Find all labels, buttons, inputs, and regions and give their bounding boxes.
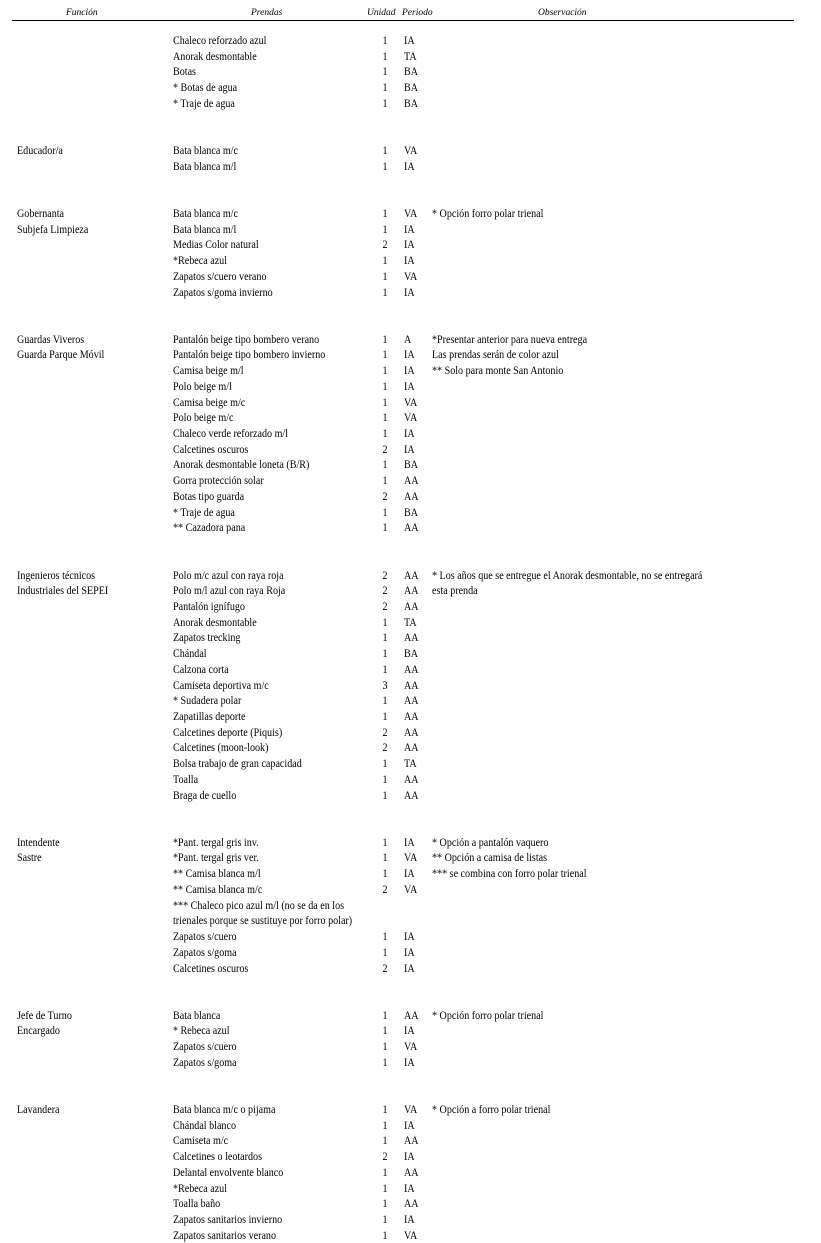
prenda-cell: Chaleco reforzado azul	[173, 33, 267, 47]
funcion-label: Encargado	[17, 1023, 60, 1038]
periodo-cell: IA	[404, 284, 415, 299]
periodo-cell: IA	[404, 347, 415, 362]
periodo-cell: AA	[404, 740, 419, 755]
periodo-cell: AA	[404, 709, 419, 723]
prenda-cell: Bata blanca m/l	[173, 221, 237, 236]
periodo-cell: VA	[404, 205, 418, 220]
unidad-cell: 1	[382, 95, 388, 110]
unidad-cell: 2	[382, 441, 388, 456]
prenda-cell: Camisa beige m/l	[173, 363, 244, 378]
unidad-cell: 1	[382, 929, 388, 943]
observacion-text: * Opción forro polar trienal	[432, 1007, 544, 1022]
periodo-cell: AA	[404, 1133, 419, 1148]
prenda-cell: Camiseta deportiva m/c	[173, 677, 269, 692]
unidad-cell: 1	[382, 1180, 388, 1195]
prenda-cell: Bata blanca	[173, 1007, 221, 1022]
unidad-cell: 1	[382, 1227, 388, 1242]
prenda-cell: Camisa beige m/c	[173, 394, 246, 409]
unidad-cell: 1	[382, 1212, 388, 1226]
periodo-cell: BA	[404, 504, 419, 519]
periodo-cell: AA	[404, 1007, 419, 1022]
prenda-cell: Camiseta m/c	[173, 1133, 229, 1148]
prenda-cell: Zapatos s/cuero verano	[173, 268, 267, 283]
unidad-cell: 1	[382, 158, 388, 173]
unidad-cell: 1	[382, 866, 388, 881]
unidad-cell: 1	[382, 378, 388, 393]
unidad-cell: 1	[382, 1102, 388, 1116]
prenda-cell: * Traje de agua	[173, 95, 235, 110]
unidad-cell: 2	[382, 598, 388, 613]
periodo-cell: IA	[404, 1180, 415, 1195]
prenda-cell: * Rebeca azul	[173, 1023, 230, 1038]
unidad-cell: 1	[382, 520, 388, 535]
periodo-cell: IA	[404, 237, 415, 252]
periodo-cell: BA	[404, 95, 419, 110]
unidad-cell: 2	[382, 583, 388, 598]
unidad-cell: 1	[382, 693, 388, 708]
periodo-cell: AA	[404, 520, 419, 535]
unidad-cell: 1	[382, 33, 388, 47]
periodo-cell: IA	[404, 426, 415, 440]
unidad-cell: 1	[382, 709, 388, 723]
periodo-cell: IA	[404, 441, 415, 456]
unidad-cell: 1	[382, 787, 388, 802]
prenda-cell: *Rebeca azul	[173, 253, 228, 268]
periodo-cell: VA	[404, 268, 418, 283]
prenda-cell: Zapatos s/goma	[173, 944, 237, 959]
periodo-cell: AA	[404, 787, 419, 802]
unidad-cell: 2	[382, 237, 388, 252]
periodo-cell: BA	[404, 646, 419, 661]
unidad-cell: 1	[382, 504, 388, 519]
prenda-cell: Bata blanca m/c o pijama	[173, 1102, 276, 1116]
periodo-cell: IA	[404, 866, 415, 881]
prenda-cell: Medias Color natural	[173, 237, 259, 252]
periodo-cell: IA	[404, 378, 415, 393]
periodo-cell: IA	[404, 1054, 415, 1069]
prenda-cell: Pantalón beige tipo bombero verano	[173, 331, 320, 346]
periodo-cell: IA	[404, 158, 415, 173]
prenda-cell: Chándal	[173, 646, 207, 661]
periodo-cell: VA	[404, 1102, 418, 1116]
periodo-cell: VA	[404, 1227, 418, 1242]
unidad-cell: 1	[382, 253, 388, 268]
periodo-cell: AA	[404, 771, 419, 786]
observacion-text: esta prenda	[432, 583, 478, 598]
observacion-text: *** se combina con forro polar trienal	[432, 866, 587, 881]
observacion-text: ** Solo para monte San Antonio	[432, 363, 564, 378]
unidad-cell: 1	[382, 771, 388, 786]
prenda-cell: Bata blanca m/c	[173, 205, 238, 220]
prenda-cell: Bolsa trabajo de gran capacidad	[173, 756, 302, 771]
funcion-label: Intendente	[17, 834, 60, 849]
prenda-cell: Gorra protección solar	[173, 473, 264, 488]
periodo-cell: IA	[404, 929, 415, 943]
prenda-cell: Polo beige m/l	[173, 378, 232, 393]
prenda-cell: *Rebeca azul	[173, 1180, 228, 1195]
unidad-cell: 1	[382, 614, 388, 629]
periodo-cell: AA	[404, 677, 419, 692]
unidad-cell: 1	[382, 850, 388, 865]
header-periodo: Periodo	[402, 8, 433, 18]
prenda-cell: Botas tipo guarda	[173, 488, 245, 503]
periodo-cell: VA	[404, 881, 418, 896]
header-funcion: Función	[66, 8, 98, 18]
unidad-cell: 2	[382, 960, 388, 975]
prenda-cell: Chaleco verde reforzado m/l	[173, 426, 289, 440]
funcion-label: Sastre	[17, 850, 42, 865]
unidad-cell: 1	[382, 221, 388, 236]
prenda-cell: Anorak desmontable loneta (B/R)	[173, 457, 310, 472]
unidad-cell: 1	[382, 347, 388, 362]
observacion-text: * Opción forro polar trienal	[432, 205, 544, 220]
periodo-cell: IA	[404, 253, 415, 268]
unidad-cell: 1	[382, 410, 388, 425]
unidad-cell: 2	[382, 1149, 388, 1164]
unidad-cell: 1	[382, 1133, 388, 1148]
unidad-cell: 1	[382, 1054, 388, 1069]
observacion-text: * Opción a forro polar trienal	[432, 1102, 551, 1116]
unidad-cell: 1	[382, 661, 388, 676]
prenda-cell: Polo beige m/c	[173, 410, 234, 425]
unidad-cell: 1	[382, 944, 388, 959]
unidad-cell: 1	[382, 1039, 388, 1054]
funcion-label: Educador/a	[17, 143, 63, 157]
periodo-cell: AA	[404, 661, 419, 676]
funcion-label: Guardas Viveros	[17, 331, 85, 346]
unidad-cell: 1	[382, 143, 388, 157]
prenda-cell: Zapatos trecking	[173, 630, 241, 645]
periodo-cell: AA	[404, 473, 419, 488]
prenda-cell: ** Camisa blanca m/l	[173, 866, 261, 881]
prenda-cell: Zapatos s/goma	[173, 1054, 237, 1069]
periodo-cell: IA	[404, 1117, 415, 1132]
prenda-cell: *Pant. tergal gris ver.	[173, 850, 259, 865]
prenda-cell: *Pant. tergal gris inv.	[173, 834, 259, 849]
prenda-cell: Calcetines oscuros	[173, 960, 249, 975]
unidad-cell: 1	[382, 630, 388, 645]
unidad-cell: 1	[382, 363, 388, 378]
unidad-cell: 1	[382, 48, 388, 63]
observacion-text: ** Opción a camisa de listas	[432, 850, 548, 865]
periodo-cell: AA	[404, 583, 419, 598]
periodo-cell: IA	[404, 834, 415, 849]
periodo-cell: IA	[404, 33, 415, 47]
unidad-cell: 1	[382, 80, 388, 95]
unidad-cell: 1	[382, 268, 388, 283]
prenda-cell: Zapatos s/cuero	[173, 929, 237, 943]
unidad-cell: 1	[382, 426, 388, 440]
funcion-label: Gobernanta	[17, 205, 65, 220]
periodo-cell: IA	[404, 1023, 415, 1038]
unidad-cell: 1	[382, 646, 388, 661]
periodo-cell: AA	[404, 567, 419, 582]
unidad-cell: 1	[382, 1117, 388, 1132]
unidad-cell: 2	[382, 488, 388, 503]
unidad-cell: 1	[382, 1164, 388, 1179]
prenda-cell: Zapatos sanitarios verano	[173, 1227, 277, 1242]
prenda-cell: Calcetines (moon-look)	[173, 740, 269, 755]
observacion-text: * Opción a pantalón vaquero	[432, 834, 549, 849]
unidad-cell: 1	[382, 834, 388, 849]
prenda-cell: Toalla	[173, 771, 199, 786]
periodo-cell: BA	[404, 457, 419, 472]
unidad-cell: 1	[382, 457, 388, 472]
periodo-cell: A	[404, 331, 412, 346]
prenda-cell: Calcetines oscuros	[173, 441, 249, 456]
periodo-cell: IA	[404, 1149, 415, 1164]
prenda-cell: Chándal blanco	[173, 1117, 236, 1132]
periodo-cell: AA	[404, 598, 419, 613]
funcion-label: Lavandera	[17, 1102, 60, 1116]
unidad-cell: 2	[382, 724, 388, 739]
unidad-cell: 1	[382, 1196, 388, 1211]
prenda-cell: Zapatos s/cuero	[173, 1039, 237, 1054]
unidad-cell: 1	[382, 756, 388, 771]
prenda-cell: Zapatillas deporte	[173, 709, 246, 723]
header-prendas: Prendas	[251, 8, 283, 18]
unidad-cell: 2	[382, 740, 388, 755]
periodo-cell: AA	[404, 693, 419, 708]
prenda-cell: Anorak desmontable	[173, 614, 257, 629]
unidad-cell: 3	[382, 677, 388, 692]
periodo-cell: VA	[404, 850, 418, 865]
prenda-cell: Calcetines deporte (Piquis)	[173, 724, 283, 739]
prenda-cell: Pantalón beige tipo bombero invierno	[173, 347, 326, 362]
prenda-cell: ** Camisa blanca m/c	[173, 881, 263, 896]
unidad-cell: 1	[382, 1023, 388, 1038]
periodo-cell: BA	[404, 80, 419, 95]
prenda-cell: * Traje de agua	[173, 504, 235, 519]
funcion-label: Jefe de Turno	[17, 1007, 72, 1022]
prenda-cell: Calcetines o leotardos	[173, 1149, 263, 1164]
prenda-cell: trienales porque se sustituye por forro polar)	[173, 913, 353, 928]
unidad-cell: 1	[382, 64, 388, 79]
periodo-cell: IA	[404, 944, 415, 959]
prenda-cell: Pantalón ignífugo	[173, 598, 245, 613]
periodo-cell: TA	[404, 614, 417, 629]
periodo-cell: IA	[404, 960, 415, 975]
periodo-cell: IA	[404, 363, 415, 378]
prenda-cell: Calzona corta	[173, 661, 229, 676]
periodo-cell: TA	[404, 756, 417, 771]
unidad-cell: 1	[382, 205, 388, 220]
unidad-cell: 1	[382, 473, 388, 488]
periodo-cell: BA	[404, 64, 419, 79]
prenda-cell: Polo m/l azul con raya Roja	[173, 583, 286, 598]
observacion-text: * Los años que se entregue el Anorak desmontable, no se entregará	[432, 567, 703, 582]
periodo-cell: VA	[404, 410, 418, 425]
prenda-cell: *** Chaleco pico azul m/l (no se da en los	[173, 897, 345, 912]
prenda-cell: Toalla baño	[173, 1196, 221, 1211]
prenda-cell: Zapatos s/goma invierno	[173, 284, 273, 299]
prenda-cell: ** Cazadora pana	[173, 520, 246, 535]
observacion-text: Las prendas serán de color azul	[432, 347, 559, 362]
unidad-cell: 1	[382, 394, 388, 409]
funcion-label: Subjefa Limpieza	[17, 221, 89, 236]
prenda-cell: Polo m/c azul con raya roja	[173, 567, 284, 582]
unidad-cell: 1	[382, 1007, 388, 1022]
prenda-cell: Botas	[173, 64, 196, 79]
periodo-cell: AA	[404, 1196, 419, 1211]
periodo-cell: VA	[404, 394, 418, 409]
unidad-cell: 1	[382, 284, 388, 299]
periodo-cell: VA	[404, 1039, 418, 1054]
periodo-cell: AA	[404, 1164, 419, 1179]
periodo-cell: AA	[404, 630, 419, 645]
header-rule	[12, 20, 794, 21]
periodo-cell: AA	[404, 724, 419, 739]
observacion-text: *Presentar anterior para nueva entrega	[432, 331, 588, 346]
funcion-label: Industriales del SEPEI	[17, 583, 109, 598]
funcion-label: Ingenieros técnicos	[17, 567, 96, 582]
periodo-cell: TA	[404, 48, 417, 63]
header-observacion: Observación	[538, 8, 587, 18]
prenda-cell: Anorak desmontable	[173, 48, 257, 63]
prenda-cell: Bata blanca m/l	[173, 158, 237, 173]
prenda-cell: Delantal envolvente blanco	[173, 1164, 284, 1179]
prenda-cell: Braga de cuello	[173, 787, 237, 802]
header-unidad: Unidad	[367, 8, 396, 18]
prenda-cell: Bata blanca m/c	[173, 143, 238, 157]
unidad-cell: 2	[382, 567, 388, 582]
periodo-cell: IA	[404, 1212, 415, 1226]
periodo-cell: VA	[404, 143, 418, 157]
prenda-cell: Zapatos sanitarios invierno	[173, 1212, 283, 1226]
prenda-cell: * Botas de agua	[173, 80, 238, 95]
periodo-cell: AA	[404, 488, 419, 503]
unidad-cell: 2	[382, 881, 388, 896]
funcion-label: Guarda Parque Móvil	[17, 347, 105, 362]
prenda-cell: * Sudadera polar	[173, 693, 242, 708]
periodo-cell: IA	[404, 221, 415, 236]
unidad-cell: 1	[382, 331, 388, 346]
